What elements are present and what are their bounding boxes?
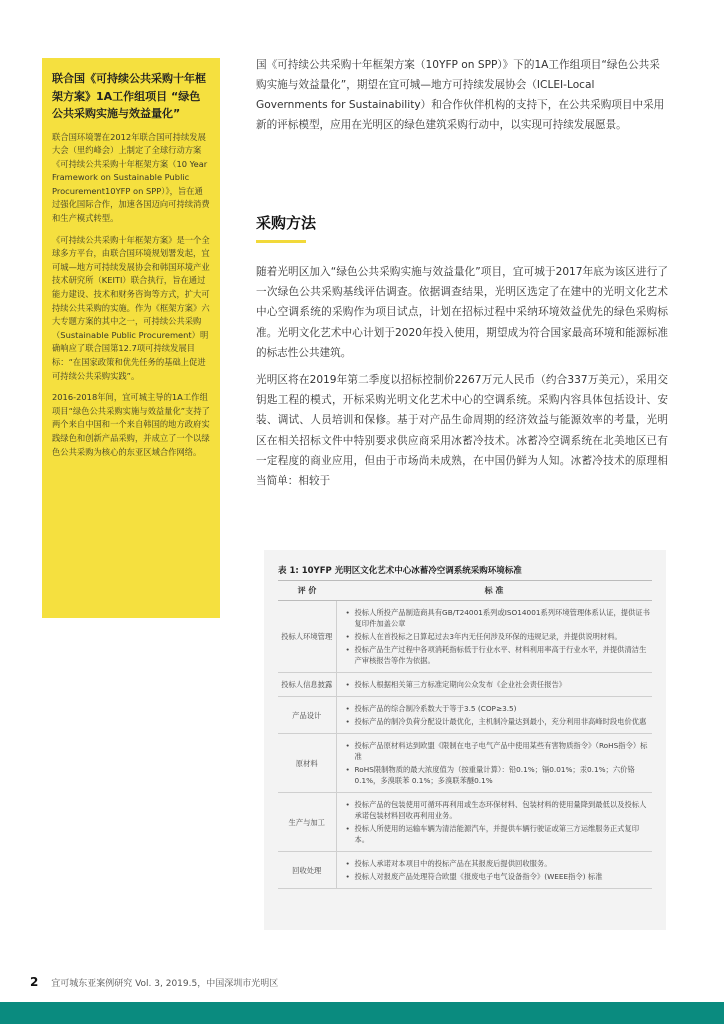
standard-item: • 投标人所使用的运输车辆为清洁能源汽车，并提供车辆行驶证或第三方运维服务正式复印本。: [355, 823, 651, 845]
page-footer: [30, 975, 278, 989]
standard-item: • 投标产品的综合制冷系数大于等于3.5 (COP≥3.5): [355, 703, 651, 714]
section-title: 采购方法: [256, 214, 317, 232]
standard-item: • 投标人对报废产品处理符合欧盟《报废电子电气设备指令》(WEEE指令) 标准: [355, 871, 651, 882]
row-category: 回收处理: [278, 852, 336, 889]
page-number: 2: [30, 975, 39, 989]
standard-item: • 投标产品生产过程中各项消耗指标低于行业水平、材料利用率高于行业水平，并提供清洁生产审核报告等作为依据。: [355, 644, 651, 666]
standard-item: • RoHS限制物质的最大浓度值为（按重量计算）：铅0.1%；镉0.01%；汞0.1%；六价铬0.1%，多溴联苯 0.1%；多溴联苯醚0.1%: [355, 764, 651, 786]
table-row: [278, 852, 652, 889]
sidebar-title: 联合国《可持续公共采购十年框架方案》1A工作组项目 “绿色公共采购实施与效益量化”: [52, 72, 206, 120]
intro-paragraph: 国《可持续公共采购十年框架方案（10YFP on SPP）》下的1A工作组项目“绿色公共采购实施与效益量化”，期望在宜可城—地方可持续发展协会（ICLEI-Local Governments for Sustainability）和合作伙伴机构的支持下，在公共采购项目中采用新的评标模型，应用在光明区的绿色建筑采购行动中，以实现可持续发展愿景。: [256, 59, 665, 131]
standards-table-box: [264, 550, 666, 930]
footer-bar: [0, 1002, 724, 1024]
body-paragraph: 随着光明区加入“绿色公共采购实施与效益量化”项目，宜可城于2017年底为该区进行了一次绿色公共采购基线评估调查。依据调查结果，光明区选定了在建中的光明文化艺术中心空调系统的采购作为项目试点，计划在招标过程中采纳环境效益优先的绿色采购标准。光明文化艺术中心计划于2020年投入使用，期望成为符合国家最高环境和能源标准的标志性公共建筑。: [256, 266, 668, 359]
section-underline: [256, 240, 306, 243]
standard-item: • 投标人在首投标之日算起过去3年内无任何涉及环保的违规记录，并提供说明材料。: [355, 631, 651, 642]
footer-text: 宜可城东亚案例研究 Vol. 3, 2019.5，中国深圳市光明区: [51, 979, 279, 989]
row-category: 生产与加工: [278, 793, 336, 852]
table-row: [278, 734, 652, 793]
sidebar-paragraph: 2016-2018年间，宜可城主导的1A工作组项目“绿色公共采购实施与效益量化”支持了两个来自中国和一个来自韩国的地方政府实践绿色和创新产品采购，并成立了一个以绿色公共采购为核心的东亚区域合作网络。: [52, 392, 210, 457]
row-category: 投标人信息披露: [278, 673, 336, 697]
row-category: 投标人环境管理: [278, 601, 336, 673]
sidebar-box: [42, 58, 220, 618]
standard-item: • 投标产品原材料达到欧盟《限制在电子电气产品中使用某些有害物质指令》（RoHS指令）标准: [355, 740, 651, 762]
table-row: [278, 793, 652, 852]
standard-item: • 投标人根据相关第三方标准定期向公众发布《企业社会责任报告》: [355, 679, 651, 690]
table-row: [278, 601, 652, 673]
table-header-row: [278, 581, 652, 601]
header-evaluation: 评 价: [278, 581, 336, 601]
standard-item: • 投标人承诺对本项目中的投标产品在其报废后提供回收服务。: [355, 858, 651, 869]
standard-item: • 投标人所投产品制造商具有GB/T24001系列或ISO14001系列环境管理体系认证，提供证书复印件加盖公章: [355, 607, 651, 629]
standard-item: • 投标产品的包装使用可循环再利用或生态环保材料、包装材料的使用量降到最低以及投标人承诺包装材料回收再利用业务。: [355, 799, 651, 821]
standards-table: [278, 580, 652, 889]
sidebar-paragraph: 联合国环境署在2012年联合国可持续发展大会（里约峰会）上制定了全球行动方案《可持续公共采购十年框架方案（10 Year Framework on Sustainable Public Procurement10YFP on SPP）》，旨在通过强化国际合作，加速各国迈向可持续消费和生产模式转型。: [52, 131, 210, 224]
table-row: [278, 673, 652, 697]
row-category: 原材料: [278, 734, 336, 793]
table-row: [278, 697, 652, 734]
body-paragraph: 光明区将在2019年第二季度以招标控制价2267万元人民币（约合337万美元），采用交钥匙工程的模式，开标采购光明文化艺术中心的空调系统。采购内容具体包括设计、安装、调试、人员培训和保修。基于对产品生命周期的经济效益与能源效率的考量，光明区在相关招标文件中特别要求供应商采用冰蓄冷技术。冰蓄冷空调系统在北美地区已有一定程度的商业应用，但由于市场尚未成熟，在中国仍鲜为人知。冰蓄冷技术的原理相当简单：相较于: [256, 374, 668, 488]
table-caption: 表 1: 10YFP 光明区文化艺术中心冰蓄冷空调系统采购环境标准: [278, 566, 522, 576]
row-category: 产品设计: [278, 697, 336, 734]
header-standard: 标 准: [336, 581, 652, 601]
sidebar-paragraph: 《可持续公共采购十年框架方案》是一个全球多方平台，由联合国环境规划署发起，宜可城—地方可持续发展协会和韩国环境产业技术研究所（KEITI）联合执行，旨在通过能力建设、技术和财务咨询等方式，扩大可持续公共采购的实施。作为《框架方案》六大专题方案的其中之一，可持续公共采购（Sustainable Public Procurement）明确响应了联合国第12.7项可持续发展目标：“在国家政策和优先任务的基础上促进可持续公共采购实践”。: [52, 234, 210, 381]
standard-item: • 投标产品的制冷负荷分配设计最优化，主机制冷量达到最小，充分利用非高峰时段电价优惠: [355, 716, 651, 727]
